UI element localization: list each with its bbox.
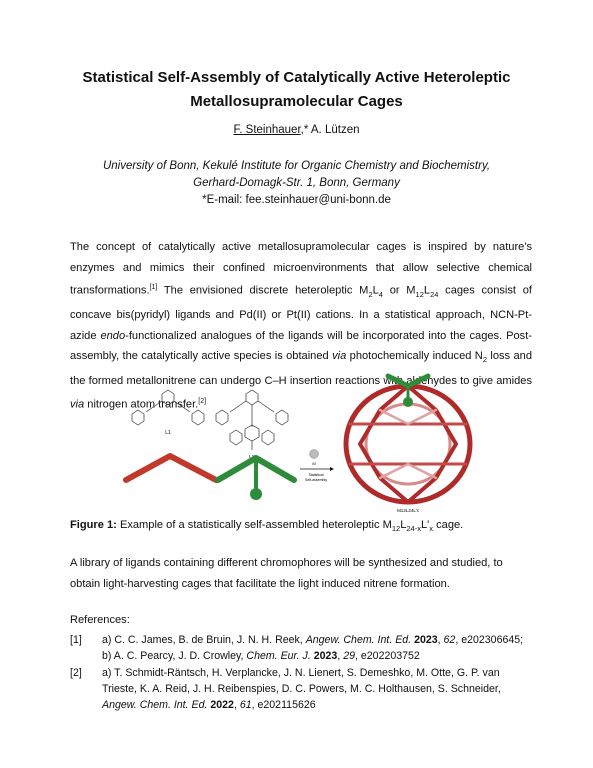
- caption-text: L: [400, 519, 407, 531]
- italic-via: via: [332, 350, 347, 363]
- caption-label: Figure 1:: [70, 519, 117, 531]
- ligand-l1prime-structure: [216, 390, 288, 450]
- reference-text: a) C. C. James, B. de Bruin, J. N. H. Reek, Angew. Chem. Int. Ed. 2023, 62, e202306645; b) A. C. Pearcy, J. D. Crowley, Chem. Eur. J. 2023, 29, e202203752: [102, 634, 524, 662]
- arrow-text-2: Self-assembly: [305, 478, 327, 482]
- references-heading: References:: [70, 614, 130, 626]
- abstract-text: The envisioned discrete heteroleptic M: [157, 284, 369, 297]
- reference-item: [70, 632, 532, 664]
- subscript: 2: [368, 289, 373, 299]
- ref-authors: a) T. Schmidt-Räntsch, H. Verplancke, J. N. Lienert, S. Demeshko, M. Otte, G. P. van Trieste, K. A. Reid, J. H. Reibenspies, D. C. Powers, M. C. Holthausen, S. Schneider,: [102, 667, 501, 695]
- cage-label: M12L24L'x: [397, 508, 419, 512]
- caption-text: Example of a statistically self-assembled heteroleptic M: [116, 519, 392, 531]
- abstract-text: loss and the formed metallonitrene can undergo C–H insertion reactions with aldehydes to give amides: [70, 350, 532, 388]
- ref-pages: , e202203752: [355, 650, 420, 662]
- ref-authors: a) C. C. James, B. de Bruin, J. N. H. Reek,: [102, 634, 306, 646]
- paper-title: [40, 66, 553, 114]
- author-second: A. Lützen: [310, 124, 360, 136]
- subscript: 24: [430, 289, 439, 299]
- subscript: 12: [415, 289, 424, 299]
- ref-journal: Angew. Chem. Int. Ed.: [102, 699, 208, 711]
- ref-volume: 29: [343, 650, 356, 662]
- ligand-l1-label: L1: [165, 430, 171, 436]
- body-paragraph-2: A library of ligands containing different chromophores will be synthesized and studied, to obtain light-harvesting cages that facilitate the light induced nitrene formation.: [70, 557, 503, 590]
- abstract-text: cages consist of concave bis(pyridyl) ligands and Pd(II) or Pt(II) cations. In a statistical approach, NCN-Pt-azide: [70, 284, 532, 342]
- ref-pages: , e202115626: [251, 699, 316, 711]
- ref-journal: Chem. Eur. J.: [246, 650, 311, 662]
- italic-via: via: [70, 398, 85, 411]
- metal-ion-sphere: [310, 450, 319, 459]
- cage-green-ball: [403, 397, 413, 407]
- abstract-text: L: [372, 284, 379, 297]
- email-line: *E-mail: fee.steinhauer@uni-bonn.de: [202, 194, 391, 206]
- metal-label: M: [312, 461, 316, 466]
- affiliation-line-2: Gerhard-Domagk-Str. 1, Bonn, Germany: [193, 177, 400, 189]
- caption-text: cage.: [433, 519, 464, 531]
- ref-volume: 61: [239, 699, 252, 711]
- reference-item: [70, 665, 532, 713]
- citation-2: [2]: [198, 397, 207, 405]
- ligand-l1-structure: [132, 390, 207, 425]
- ref-year: 2023: [414, 634, 438, 646]
- subscript: x: [429, 524, 434, 534]
- figure-1-graphic: [110, 372, 480, 512]
- abstract-text: nitrogen atom transfer.: [84, 398, 199, 411]
- reference-number: [2]: [70, 667, 82, 679]
- italic-endo: endo: [100, 329, 126, 342]
- title-line-2: Metallosupramolecular Cages: [190, 93, 403, 110]
- ref-pages: , e202306645; b) A. C. Pearcy, J. D. Crowley,: [102, 634, 524, 662]
- reference-number: [1]: [70, 634, 82, 646]
- subscript: 4: [378, 289, 383, 299]
- abstract-text: photochemically induced N: [346, 350, 483, 363]
- reference-text: a) T. Schmidt-Räntsch, H. Verplancke, J. N. Lienert, S. Demeshko, M. Otte, G. P. van Trieste, K. A. Reid, J. H. Reibenspies, D. C. Powers, M. C. Holthausen, S. Schneider, Angew. Chem. Int. Ed. 2022, 61, e202115626: [102, 667, 501, 711]
- abstract-text: L: [423, 284, 431, 297]
- author-list: [0, 124, 593, 136]
- red-ligand-model: [126, 456, 216, 480]
- arrow-head-icon: [330, 467, 334, 471]
- ref-volume: 62: [443, 634, 456, 646]
- author-first: F. Steinhauer: [233, 124, 301, 136]
- subscript: 24-x: [406, 524, 421, 534]
- abstract-text: The concept of catalytically active metallosupramolecular cages is inspired by nature's enzymes and mimics their confined microenvironments that allow selective chemical transformations.: [70, 241, 532, 297]
- green-ligand-ball: [250, 488, 262, 500]
- ref-year: 2023: [313, 650, 338, 662]
- arrow-text-1: Statistical: [308, 473, 324, 477]
- figure-caption: [70, 519, 463, 533]
- affiliation: [40, 158, 553, 209]
- abstract-text: or M: [382, 284, 416, 297]
- subscript: 12: [391, 524, 401, 534]
- title-line-1: Statistical Self-Assembly of Catalytically Active Heteroleptic: [82, 69, 511, 86]
- citation-1: [1]: [149, 284, 158, 291]
- ref-year: 2022: [210, 699, 234, 711]
- subscript: 2: [482, 355, 487, 365]
- affiliation-line-1: University of Bonn, Kekulé Institute for Organic Chemistry and Biochemistry,: [102, 160, 491, 172]
- caption-text: L': [420, 519, 430, 531]
- ligand-l1prime-label: L1': [249, 454, 255, 459]
- ref-journal: Angew. Chem. Int. Ed.: [305, 634, 412, 646]
- corresponding-marker: ,*: [300, 124, 311, 136]
- abstract-text: -functionalized analogues of the ligands will be incorporated into the cages. Post-assembly, the catalytically active species is obtained: [70, 329, 532, 363]
